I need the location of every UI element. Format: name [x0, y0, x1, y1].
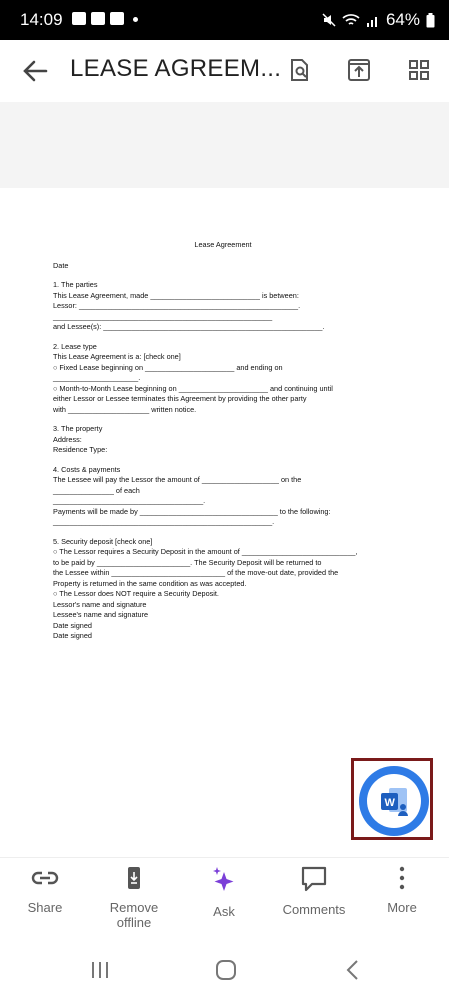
document-line: ○ The Lessor requires a Security Deposit in the amount of ____________________________,	[53, 547, 358, 556]
back-nav-icon[interactable]	[342, 959, 364, 981]
comment-icon	[299, 866, 329, 892]
document-viewer[interactable]	[0, 102, 449, 857]
word-icon	[367, 774, 421, 828]
calendar-notification-icon	[91, 12, 105, 25]
ask-button[interactable]	[184, 866, 264, 919]
gallery-notification-icon	[72, 12, 86, 25]
wifi-icon	[342, 13, 360, 27]
document-line: 4. Costs & payments	[53, 464, 121, 474]
document-line: _______________ of each	[53, 485, 140, 495]
document-line: the Lessee within ____________________________ of the move-out date, provided the	[53, 568, 339, 577]
document-line: 1. The parties	[53, 280, 98, 289]
signal-icon	[366, 14, 380, 27]
document-line: _____________________.	[53, 373, 141, 382]
document-line: Lessor's name and signature	[53, 599, 147, 609]
document-line: The Lessee will pay the Lessor the amount of ___________________ on the	[53, 475, 302, 484]
document-line: Payments will be made by __________________________________ to the following:	[53, 506, 331, 516]
document-line: 3. The property	[53, 424, 103, 433]
document-line: either Lessor or Lessee terminates this Agreement by providing the other party	[53, 394, 307, 403]
document-line: ○ The Lessor does NOT require a Security Deposit.	[53, 589, 219, 598]
document-line: ______________________________________________________.	[53, 517, 275, 526]
document-line: 2. Lease type	[53, 341, 97, 351]
document-line: Date signed	[53, 620, 92, 630]
document-line: _____________________________________.	[53, 496, 206, 505]
system-navigation-bar	[0, 947, 449, 999]
document-line: Date signed	[53, 631, 92, 640]
home-icon[interactable]	[214, 959, 238, 981]
document-line: This Lease Agreement, made ___________________________ is between:	[53, 290, 299, 300]
mute-icon	[322, 13, 336, 27]
document-line: Address:	[53, 434, 82, 444]
more-button[interactable]	[362, 866, 442, 915]
document-line: and Lessee(s): ______________________________________________________.	[53, 322, 325, 331]
app-bar	[0, 40, 449, 102]
paragraph-gap	[53, 456, 393, 465]
document-line: ○ Month-to-Month Lease beginning on ______________________ and continuing until	[53, 383, 333, 393]
ask-label: Ask	[213, 904, 235, 919]
document-line: ______________________________________________________	[53, 311, 273, 321]
status-bar	[0, 0, 449, 40]
more-vertical-icon	[387, 866, 417, 890]
battery-percent: 64%	[385, 10, 420, 29]
remove-offline-label: Remove offline	[109, 900, 159, 930]
battery-icon	[426, 13, 435, 28]
document-line: Lessor: ______________________________________________________.	[53, 301, 301, 310]
offline-download-icon	[119, 866, 149, 890]
document-content	[53, 240, 393, 642]
document-line: with ____________________ written notice.	[53, 404, 197, 414]
more-label: More	[387, 900, 417, 915]
document-title: LEASE AGREEM...	[70, 55, 282, 82]
document-line: to be paid by _______________________. The Security Deposit will be returned to	[53, 557, 322, 567]
status-time: 14:09	[20, 10, 63, 29]
remove-offline-button[interactable]	[94, 866, 174, 930]
document-line: 5. Security deposit [check one]	[53, 536, 153, 546]
gmail-notification-icon	[110, 12, 124, 25]
paragraph-gap	[53, 528, 393, 537]
document-heading: Lease Agreement	[194, 240, 252, 249]
document-line: ○ Fixed Lease beginning on ______________________ and ending on	[53, 362, 283, 372]
comments-button[interactable]	[274, 866, 354, 917]
comments-label: Comments	[282, 902, 346, 917]
open-in-word-button[interactable]	[359, 766, 429, 836]
status-right	[322, 10, 435, 30]
sparkle-icon	[209, 866, 239, 894]
fab-inner	[367, 774, 421, 828]
paragraph-gap	[53, 333, 393, 342]
find-in-document-icon[interactable]	[286, 56, 314, 84]
paragraph-gap	[53, 271, 393, 280]
more-notifications-icon	[133, 17, 138, 22]
document-line: Residence Type:	[53, 445, 108, 454]
paragraph-gap	[53, 415, 393, 424]
grid-view-icon[interactable]	[405, 56, 433, 84]
bottom-action-bar	[0, 857, 449, 948]
share-label: Share	[27, 900, 63, 915]
svg-text:W: W	[384, 797, 395, 809]
document-line: This Lease Agreement is a: [check one]	[53, 352, 181, 361]
notification-icons	[72, 12, 138, 25]
share-button[interactable]	[5, 866, 85, 915]
document-line: Date	[53, 260, 69, 270]
document-line: Lessee's name and signature	[53, 610, 149, 619]
recent-apps-icon[interactable]	[89, 959, 111, 981]
document-lines	[53, 261, 393, 642]
link-icon	[30, 866, 60, 890]
document-line: Property is returned in the same condition as was accepted.	[53, 578, 247, 588]
open-in-app-icon[interactable]	[345, 56, 373, 84]
back-arrow-icon[interactable]	[18, 54, 52, 88]
